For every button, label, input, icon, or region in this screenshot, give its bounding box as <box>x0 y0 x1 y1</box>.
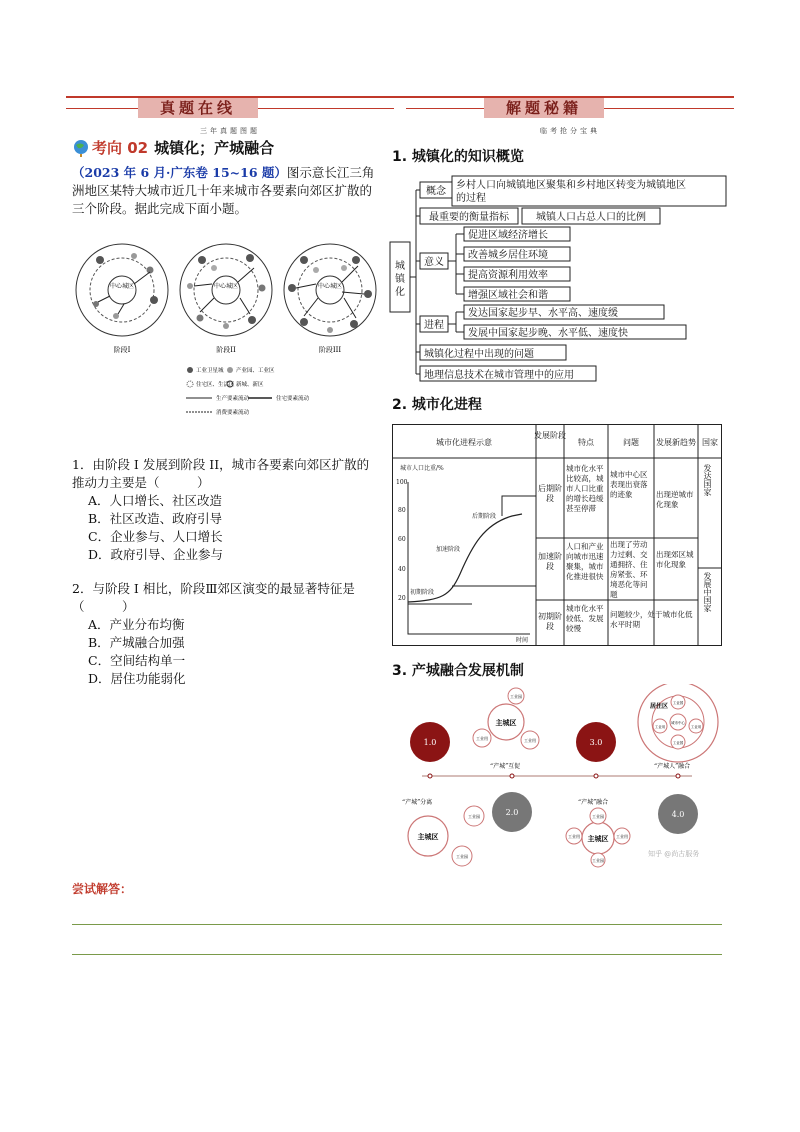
row1-country: 发达国家 <box>703 464 712 496</box>
section-3-title: 3. 产城融合发展机制 <box>392 663 524 679</box>
measure-text: 城镇人口占总人口的比例 <box>536 212 646 223</box>
phase-late: 后期阶段 <box>472 513 497 520</box>
svg-text:工业园: 工业园 <box>592 858 604 863</box>
th-stage: 发展阶段 <box>534 431 566 440</box>
stage-1-0 <box>402 722 484 866</box>
svg-text:工业用: 工业用 <box>568 834 580 839</box>
concept-text-2: 的过程 <box>456 193 486 204</box>
overview-root-3: 化 <box>395 287 405 298</box>
overview-root-1: 城 <box>395 261 405 272</box>
meaning-item-3: 提高资源利用效率 <box>468 270 548 281</box>
legend-item-6: 住宅要素流动 <box>276 396 310 402</box>
ytick-100: 100 <box>396 479 408 486</box>
topic-heading <box>72 137 274 158</box>
stage-label-1: 阶段I <box>113 346 131 354</box>
svg-text:工业园: 工业园 <box>510 694 522 699</box>
stage-2-0 <box>473 688 539 832</box>
svg-text:工业用: 工业用 <box>524 738 536 743</box>
svg-text:工业园: 工业园 <box>672 741 684 745</box>
section-2-title: 2. 城市化进程 <box>392 397 482 413</box>
row2-problem: 出现了劳动力过剩、交通拥挤、住房紧张、环境恶化等问题 <box>610 540 648 599</box>
left-banner <box>66 98 394 118</box>
stage-3-value: 3.0 <box>589 738 603 747</box>
th-problem: 问题 <box>623 438 639 447</box>
topic-title: 城镇化；产城融合 <box>154 139 275 157</box>
concept-text-1: 乡村人口向城镇地区聚集和乡村地区转变为城镇地区 <box>456 180 686 191</box>
legend-item-4: 新城、新区 <box>236 382 264 388</box>
th-trend: 发展新趋势 <box>656 438 696 447</box>
meaning-item-4: 增强区域社会和谐 <box>468 290 548 301</box>
q2-option-d[interactable]: D．居住功能弱化 <box>88 671 186 686</box>
row3-stage: 初期阶段 <box>538 612 562 631</box>
topic-tag: 考向 02 <box>92 139 149 157</box>
q1-option-c[interactable]: C．企业参与、人口增长 <box>88 529 223 544</box>
svg-text:工业用: 工业用 <box>654 725 666 729</box>
center-label-3: 中心城区 <box>317 283 343 290</box>
ytick-20: 20 <box>398 595 406 602</box>
svg-text:工业用: 工业用 <box>476 736 488 741</box>
legend-item-2: 产业园、工业区 <box>236 368 275 374</box>
phase-early: 初期阶段 <box>410 589 435 596</box>
svg-text:工业园: 工业园 <box>592 814 604 819</box>
svg-text:主城区: 主城区 <box>495 718 517 727</box>
question-intro <box>72 164 380 218</box>
process-item-1: 发达国家起步早、水平高、速度缓 <box>468 308 618 319</box>
watermark: 知乎 @尚古服务 <box>648 850 700 858</box>
answer-line-1[interactable] <box>72 924 722 925</box>
stage-label-2: 阶段II <box>216 346 236 354</box>
question-1: 1．由阶段 I 发展到阶段 II，城市各要素向郊区扩散的推动力主要是（ ） <box>72 457 370 490</box>
meaning-item-2: 改善城乡居住环境 <box>468 250 548 261</box>
q1-option-a[interactable]: A．人口增长、社区改造 <box>88 493 223 508</box>
center-label-2: 中心城区 <box>213 283 239 290</box>
stage-1-name: “产城”分离 <box>402 799 433 806</box>
q1-option-b[interactable]: B．社区改造、政府引导 <box>88 511 223 526</box>
stage-label-3: 阶段III <box>318 346 342 354</box>
row3-problem: 问题较少，处于城市化低水平时期 <box>610 610 693 629</box>
row2-feature: 人口和产业向城市迅速聚集，城市化推进很快 <box>566 542 604 581</box>
svg-text:主城区: 主城区 <box>587 834 609 843</box>
urbanization-overview <box>388 172 734 386</box>
try-answer-label: 尝试解答： <box>72 882 133 896</box>
urbanization-table <box>392 424 722 646</box>
problem-text: 城镇化过程中出现的问题 <box>424 349 534 360</box>
stage-diagram-3 <box>284 244 376 354</box>
row1-feature: 城市化水平比较高，城市人口比重的增长趋缓甚至停滞 <box>566 464 604 513</box>
meaning-label: 意义 <box>424 257 444 268</box>
ytick-80: 80 <box>398 507 406 514</box>
th-country: 国家 <box>702 438 718 447</box>
stage-2-value: 2.0 <box>505 808 519 817</box>
section-1-title: 1. 城镇化的知识概览 <box>392 149 524 165</box>
ytick-40: 40 <box>398 566 406 573</box>
th-feature: 特点 <box>578 438 594 447</box>
figure-legend <box>186 366 310 416</box>
stage-1-main: 主城区 <box>417 832 439 841</box>
q1-option-d[interactable]: D．政府引导、企业参与 <box>88 547 224 562</box>
answer-line-2[interactable] <box>72 954 722 955</box>
stage-figure <box>72 238 380 434</box>
legend-item-1: 工业卫星城 <box>196 368 224 374</box>
legend-item-5: 生产要素流动 <box>216 396 250 402</box>
q2-option-b[interactable]: B．产城融合加强 <box>88 635 185 650</box>
svg-text:工业园: 工业园 <box>456 854 468 859</box>
center-label-1: 中心城区 <box>109 283 135 290</box>
stage-diagram-2 <box>180 244 272 354</box>
meaning-item-1: 促进区域经济增长 <box>468 230 548 241</box>
stage-4-0 <box>638 684 718 834</box>
integration-diagram <box>392 684 722 868</box>
row3-feature: 城市化水平较低、发展较慢 <box>566 604 604 633</box>
measure-label: 最重要的衡量指标 <box>429 212 509 223</box>
right-banner <box>406 98 734 118</box>
left-banner-sub: 三年真题图题 <box>200 127 260 135</box>
stage-3-0 <box>566 722 630 867</box>
chart-xlabel: 时间 <box>516 637 529 644</box>
row2-stage: 加速阶段 <box>538 552 562 571</box>
question-2: 2．与阶段 I 相比，阶段Ⅲ郊区演变的最显著特征是（ ） <box>72 581 355 614</box>
s-curve-chart <box>396 464 536 644</box>
row2-trend: 出现郊区城市化现象 <box>656 550 694 569</box>
row1-stage: 后期阶段 <box>538 484 562 503</box>
intro-text: 图示意长江三角洲地区某特大城市近几十年来城市各要素向郊区扩散的三个阶段。据此完成下面小题。 <box>72 165 375 216</box>
svg-text:工业用: 工业用 <box>690 725 702 729</box>
svg-text:工业园: 工业园 <box>468 814 480 819</box>
right-banner-sub: 临考抢分宝典 <box>540 127 600 135</box>
ytick-60: 60 <box>398 536 406 543</box>
svg-text:工业用: 工业用 <box>616 834 628 839</box>
stage-4-value: 4.0 <box>671 810 685 819</box>
chart-ylabel: 城市人口比重/% <box>400 465 444 472</box>
q2-option-c[interactable]: C．空间结构单一 <box>88 653 186 668</box>
stage-4-live: 居住区 <box>650 703 669 710</box>
overview-root-2: 镇 <box>395 274 405 285</box>
left-banner-title: 真题在线 <box>138 98 258 118</box>
stage-1-value: 1.0 <box>423 738 437 747</box>
q2-option-a[interactable]: A．产业分布均衡 <box>88 617 185 632</box>
right-banner-title: 解题秘籍 <box>484 98 604 118</box>
concept-label: 概念 <box>426 186 446 197</box>
legend-item-3: 住宅区、生活区 <box>196 382 235 388</box>
process-label: 进程 <box>424 320 444 331</box>
svg-text:城市中心: 城市中心 <box>671 721 685 725</box>
stage-2-name: “产城”互促 <box>490 763 521 770</box>
row2-country: 发展中国家 <box>703 572 712 612</box>
phase-accel: 加速阶段 <box>436 546 461 553</box>
svg-text:工业园: 工业园 <box>672 701 684 705</box>
stage-4-name: “产城人”融合 <box>654 763 691 770</box>
legend-item-7: 消费要素流动 <box>216 410 250 416</box>
gis-text: 地理信息技术在城市管理中的应用 <box>424 370 574 381</box>
stage-3-name: “产城”融合 <box>578 799 609 806</box>
th-diagram: 城市化进程示意 <box>436 438 492 447</box>
question-source: （2023 年 6 月·广东卷 15~16 题） <box>72 165 287 180</box>
globe-icon <box>72 139 90 157</box>
row1-trend: 出现逆城市化现象 <box>656 490 694 509</box>
process-item-2: 发展中国家起步晚、水平低、速度快 <box>468 328 628 339</box>
row1-problem: 城市中心区表现出衰落的迹象 <box>610 470 648 499</box>
stage-diagram-1 <box>76 244 168 354</box>
